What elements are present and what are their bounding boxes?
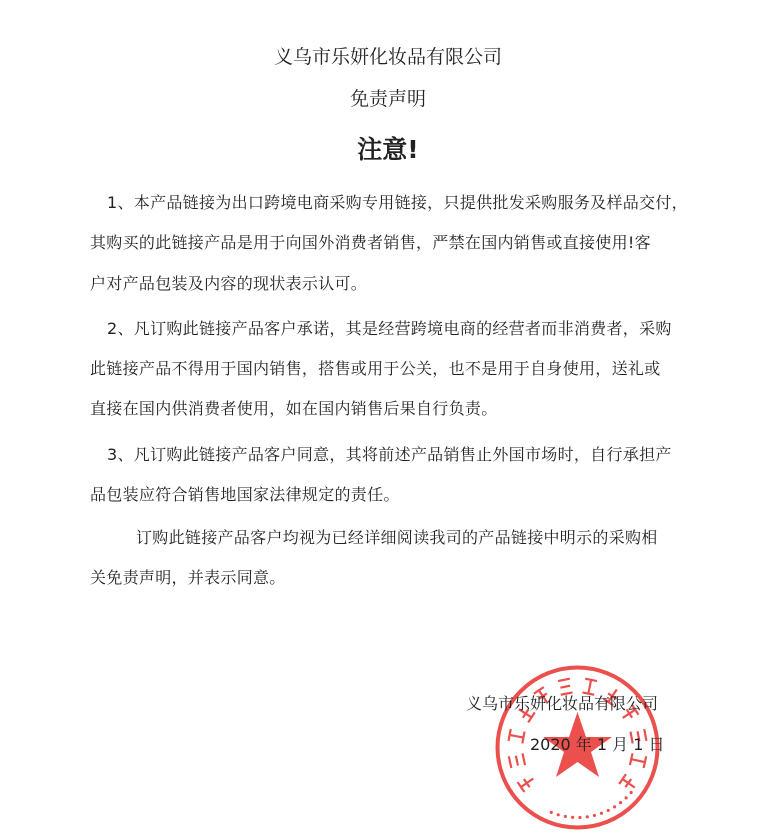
seal-code-mark [625, 796, 628, 799]
seal-code-mark [557, 813, 560, 816]
text-line: 此链接产品不得用于国内销售，搭售或用于公关，也不是用于自身使用，送礼或 [90, 359, 661, 378]
text-line: 1、本产品链接为出口跨境电商采购专用链接，只提供批发采购服务及样品交付， [107, 193, 688, 212]
seal-code-mark [586, 815, 589, 818]
text-line: 3、凡订购此链接产品客户同意，其将前述产品销售止外国市场时，自行承担产 [107, 445, 672, 464]
seal-glyph-mark [508, 729, 526, 744]
seal-code-mark [613, 805, 616, 808]
signature-date: 2020 年 1 月 1 日 [530, 735, 665, 754]
seal-code-mark [564, 815, 567, 818]
seal-glyph-mark [558, 679, 573, 695]
seal-glyph-mark [618, 774, 638, 793]
seal-code-mark [619, 801, 622, 804]
seal-glyph-mark [509, 753, 525, 768]
seal-code-mark [571, 816, 574, 819]
seal-glyph-mark [629, 753, 647, 768]
company-title: 义乌市乐妍化妆品有限公司 [273, 46, 502, 68]
text-line: 其购买的此链接产品是用于向国外消费者销售，严禁在国内销售或直接使用!客 [90, 233, 651, 252]
text-line: 订购此链接产品客户均视为已经详细阅读我司的产品链接中明示的采购相 [136, 528, 658, 547]
seal-glyph-mark [517, 774, 537, 793]
seal-code-mark [600, 812, 603, 815]
text-line: 品包装应符合销售地国家法律规定的责任。 [90, 485, 400, 504]
text-line: 2、凡订购此链接产品客户承诺，其是经营跨境电商的经营者而非消费者，采购 [107, 319, 672, 338]
document-title: 免责声明 [349, 88, 426, 110]
seal-code-mark [607, 809, 610, 812]
notice-heading: 注意! [357, 135, 419, 164]
text-line: 户对产品包装及内容的现状表示认可。 [90, 274, 368, 293]
seal-code-mark [630, 791, 633, 794]
seal-code-mark [578, 816, 581, 819]
signature-company: 义乌市乐妍化妆品有限公司 [466, 694, 659, 713]
seal-code-mark [550, 811, 553, 814]
seal-code-mark [593, 814, 596, 817]
text-line: 关免责声明，并表示同意。 [90, 568, 286, 587]
text-line: 直接在国内供消费者使用，如在国内销售后果自行负责。 [90, 399, 498, 418]
